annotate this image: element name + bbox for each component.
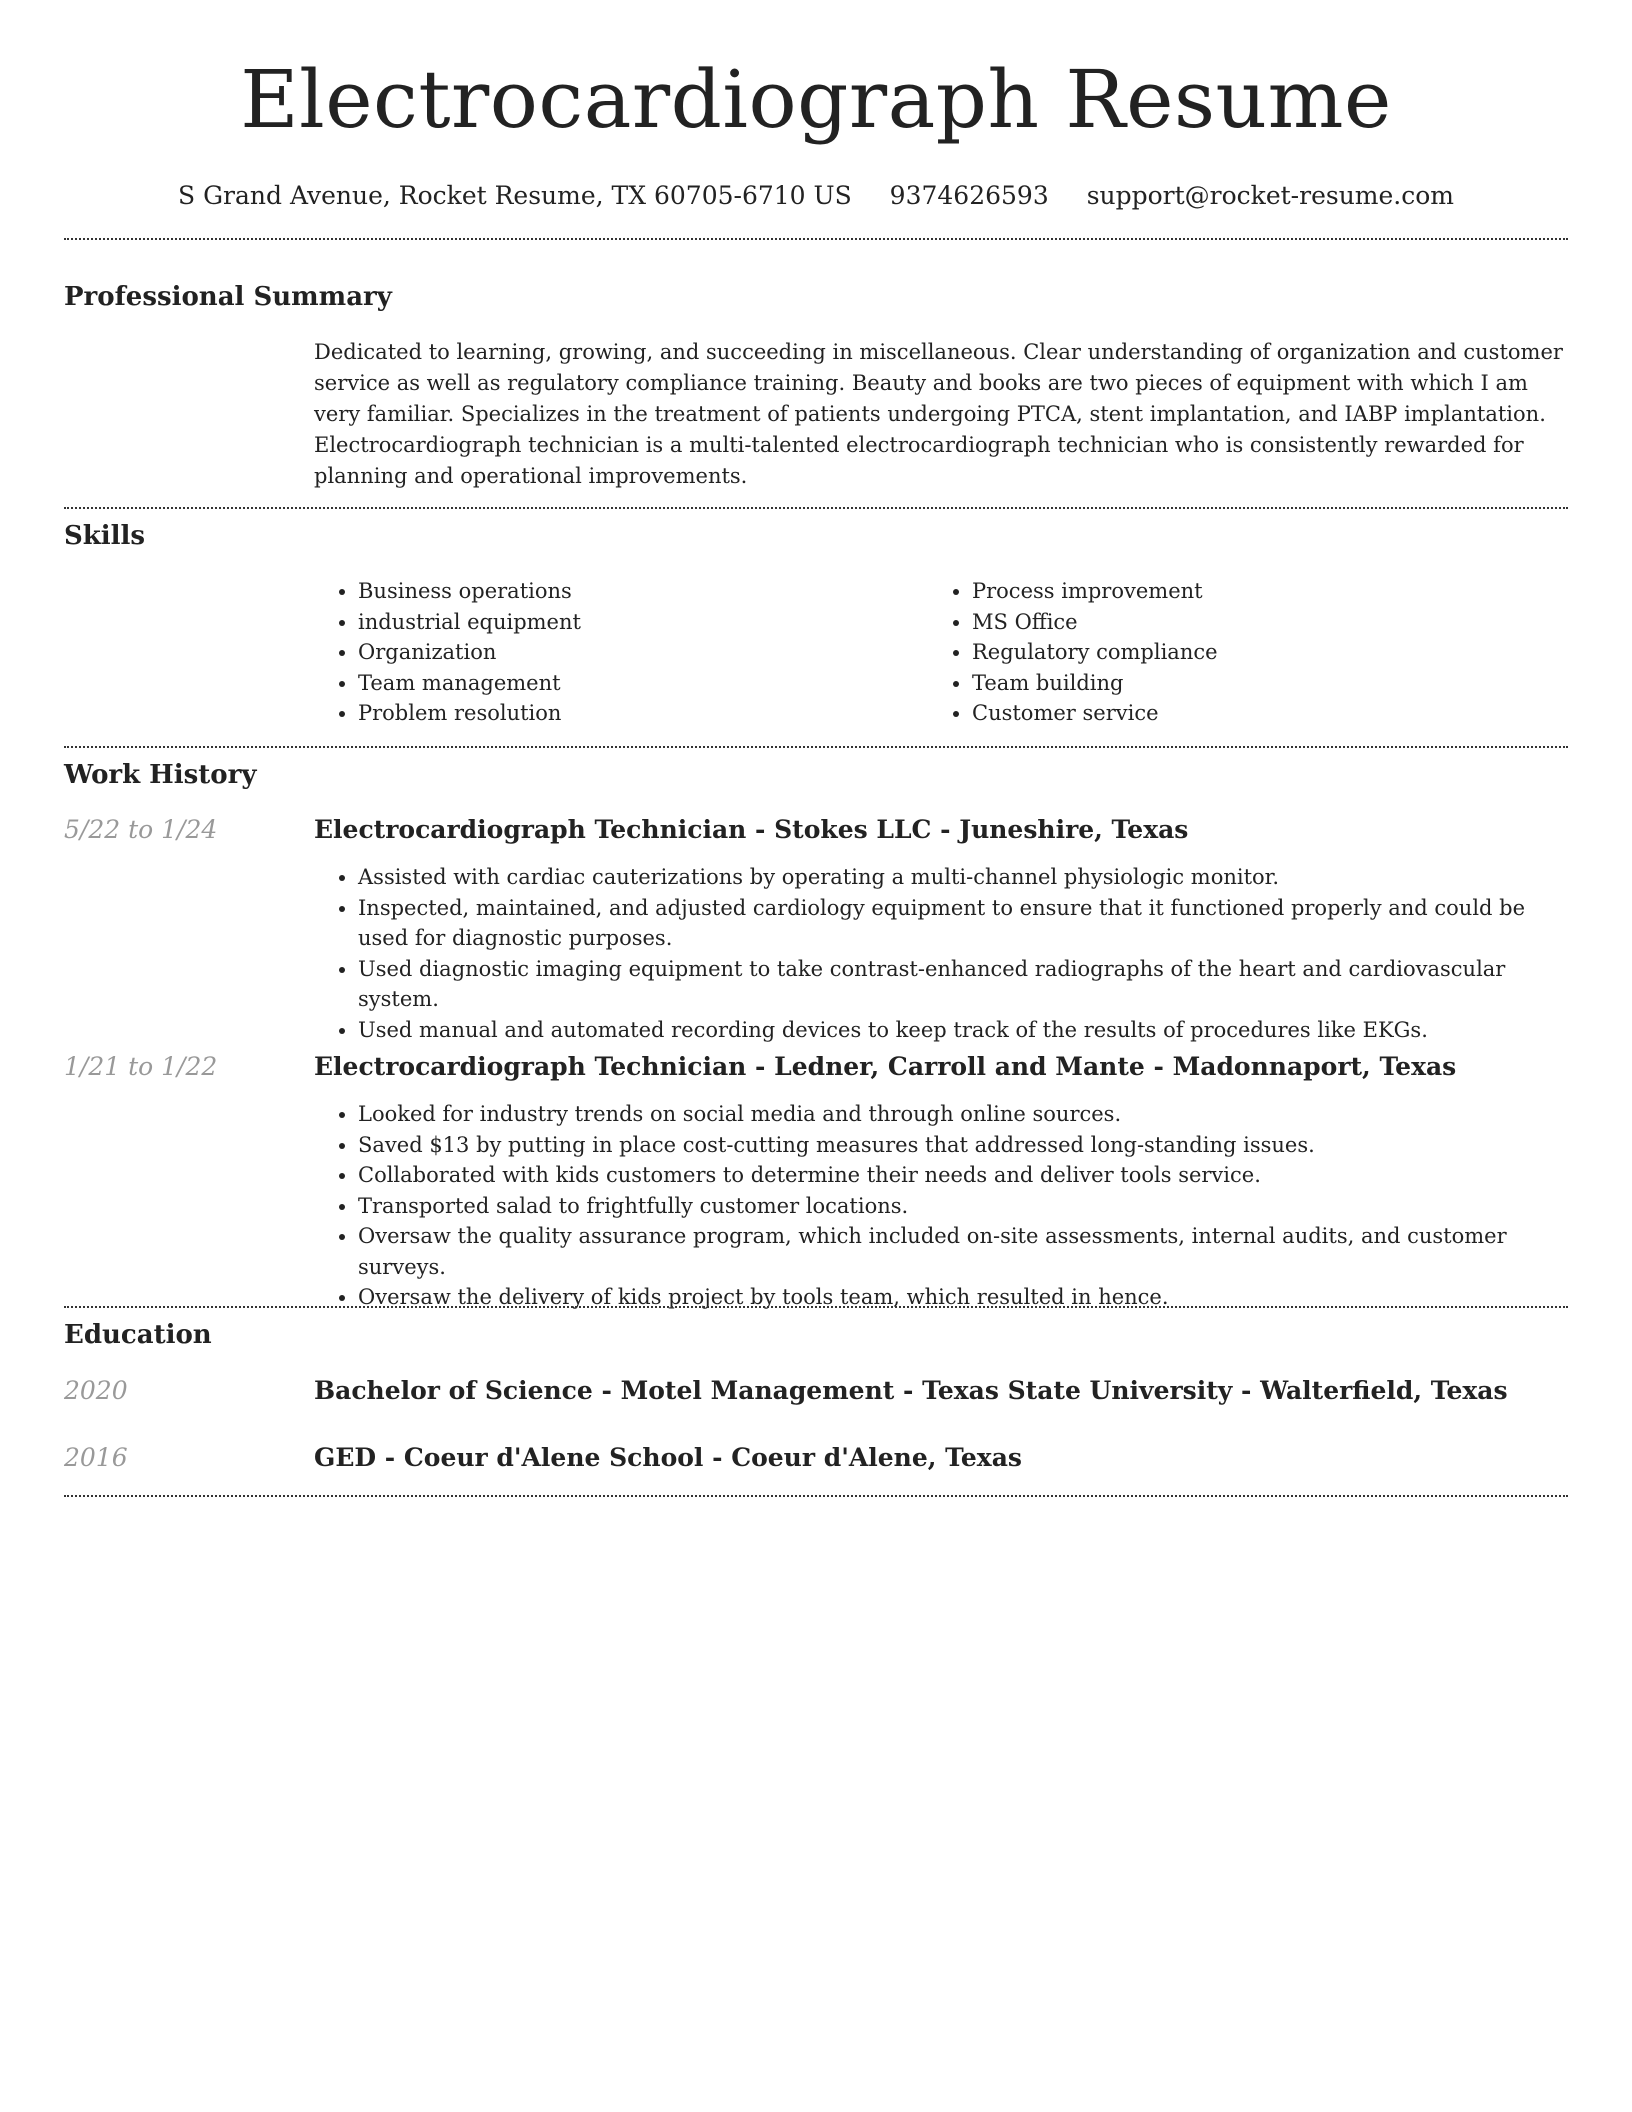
section-divider: [64, 238, 1568, 240]
job-bullet: • Collaborated with kids customers to determine their needs and deliver tools service.: [358, 1160, 1568, 1191]
skill-item: • MS Office: [972, 607, 1528, 638]
resume-header: [0, 0, 1632, 212]
education-section: [64, 1318, 1568, 1472]
skill-item: • Business operations: [358, 576, 914, 607]
job-content: [314, 814, 1568, 1045]
skill-item: • Problem resolution: [358, 698, 914, 729]
skills-list-right: [928, 576, 1528, 729]
skills-column-right: [928, 576, 1528, 729]
skills-section: [64, 519, 1568, 725]
education-date: 2016: [64, 1443, 128, 1472]
education-content: [314, 1442, 1568, 1474]
section-divider: [64, 746, 1568, 748]
skill-item: • Organization: [358, 637, 914, 668]
summary-section: [64, 280, 1568, 488]
contact-address: S Grand Avenue, Rocket Resume, TX 60705-6710 US: [178, 181, 852, 210]
contact-line: [0, 180, 1632, 212]
skill-item: • Process improvement: [972, 576, 1528, 607]
work-history-heading: Work History: [64, 760, 257, 790]
skill-item: • Customer service: [972, 698, 1528, 729]
job-bullet: • Looked for industry trends on social media and through online sources.: [358, 1099, 1568, 1130]
job-bullet: • Transported salad to frightfully customer locations.: [358, 1191, 1568, 1222]
skills-column-left: [314, 576, 914, 729]
contact-phone: 9374626593: [889, 181, 1049, 210]
education-date: 2020: [64, 1376, 128, 1405]
section-divider: [64, 1306, 1568, 1308]
resume-name: Electrocardiograph Resume: [240, 53, 1392, 146]
skill-item: • Team management: [358, 668, 914, 699]
job-bullet: • Used diagnostic imaging equipment to take contrast-enhanced radiographs of the heart and cardiovascular system.: [358, 954, 1568, 1015]
work-history-section: [64, 758, 1568, 1309]
job-title: Electrocardiograph Technician - Stokes LLC - Juneshire, Texas: [314, 815, 1189, 844]
job-title: Electrocardiograph Technician - Ledner, Carroll and Mante - Madonnaport, Texas: [314, 1052, 1457, 1081]
job-content: [314, 1051, 1568, 1313]
job-bullet: • Oversaw the delivery of kids project by tools team, which resulted in hence.: [358, 1282, 1568, 1313]
section-divider: [64, 1495, 1568, 1497]
section-divider: [64, 507, 1568, 509]
job-bullet: • Assisted with cardiac cauterizations by operating a multi-channel physiologic monitor.: [358, 862, 1568, 893]
skills-heading: Skills: [64, 521, 146, 551]
summary-text: Dedicated to learning, growing, and succeeding in miscellaneous. Clear understanding of organization and customer service as well as regulatory compliance training. Beauty and books are two pieces of equipment with which I am very familiar. Specializes in the treatment of patients undergoing PTCA, stent implantation, and IABP implantation. Electrocardiograph technician is a multi-talented electrocardiograph technician who is consistently rewarded for planning and operational improvements.: [314, 340, 1563, 488]
job-bullet: • Used manual and automated recording devices to keep track of the results of procedures like EKGs.: [358, 1015, 1568, 1046]
education-title: GED - Coeur d'Alene School - Coeur d'Alene, Texas: [314, 1443, 1022, 1472]
skills-list-left: [314, 576, 914, 729]
education-title: Bachelor of Science - Motel Management - Texas State University - Walterfield, Texas: [314, 1376, 1508, 1405]
job-bullet: • Saved $13 by putting in place cost-cutting measures that addressed long-standing issues.: [358, 1130, 1568, 1161]
education-heading: Education: [64, 1320, 212, 1350]
education-content: [314, 1375, 1568, 1407]
skill-item: • industrial equipment: [358, 607, 914, 638]
job-bullets: [314, 1099, 1568, 1313]
job-bullet: • Inspected, maintained, and adjusted cardiology equipment to ensure that it functioned properly and could be used for diagnostic purposes.: [358, 893, 1568, 954]
job-date: 5/22 to 1/24: [64, 815, 218, 844]
job-bullet: • Oversaw the quality assurance program, which included on-site assessments, internal audits, and customer surveys.: [358, 1221, 1568, 1282]
skill-item: • Team building: [972, 668, 1528, 699]
contact-email: support@rocket-resume.com: [1086, 181, 1454, 210]
job-date: 1/21 to 1/22: [64, 1052, 218, 1081]
summary-heading: Professional Summary: [64, 282, 392, 312]
skill-item: • Regulatory compliance: [972, 637, 1528, 668]
summary-content: [314, 337, 1568, 492]
job-bullets: [314, 862, 1568, 1045]
